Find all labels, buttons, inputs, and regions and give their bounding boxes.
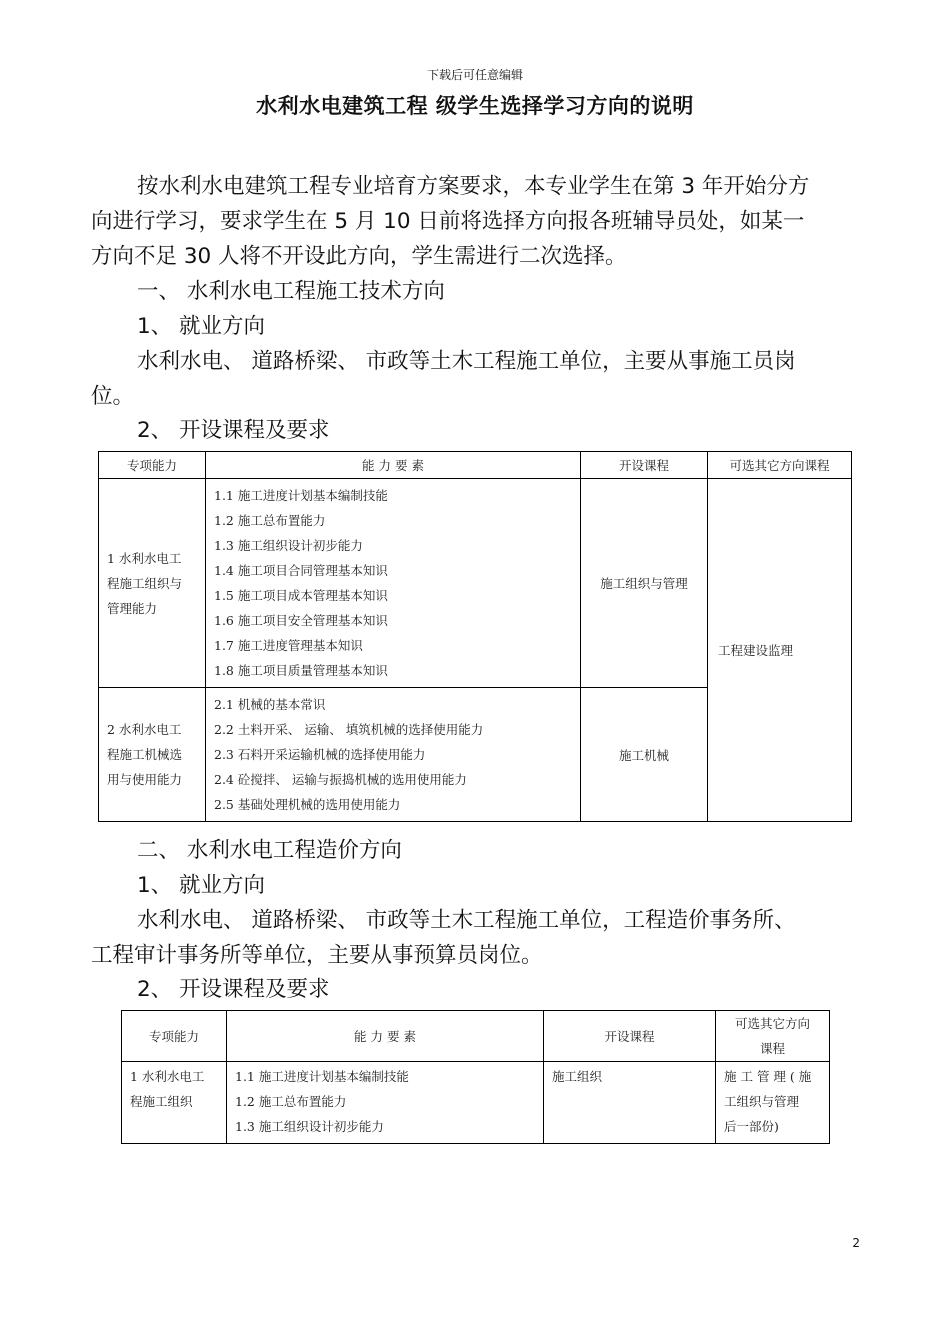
optional-line: 工组织与管理 [724, 1094, 800, 1109]
table-row [99, 479, 852, 688]
section1-employment-heading: 1、 就业方向 [137, 314, 266, 339]
item-text: 2.2 土料开采、 运输、 填筑机械的选择使用能力 [214, 722, 484, 737]
items-cell [227, 1062, 544, 1144]
page-number: 2 [852, 1236, 860, 1250]
optional-line: 施 工 管 理 ( 施 [724, 1069, 812, 1084]
item-text: 1.1 施工进度计划基本编制技能 [214, 488, 388, 503]
category-line: 1 水利水电工 [107, 550, 182, 566]
header-cell [716, 1011, 830, 1062]
header-line: 课程 [759, 1041, 785, 1056]
item-text: 1.4 施工项目合同管理基本知识 [214, 563, 388, 578]
section2-courses-heading: 2、 开设课程及要求 [137, 977, 330, 1002]
intro-line-1: 按水利水电建筑工程专业培育方案要求，本专业学生在第 3 年开始分方 [137, 174, 810, 199]
category-line: 管理能力 [107, 600, 158, 616]
optional-course-cell: 工程建设监理 [708, 479, 852, 822]
header-cell: 开设课程 [581, 452, 708, 479]
category-line: 程施工机械选 [107, 747, 183, 762]
course-cell: 施工组织与管理 [581, 479, 708, 688]
table-header-row [99, 452, 852, 479]
category-line: 用与使用能力 [107, 772, 183, 787]
intro-line-2: 向进行学习，要求学生在 5 月 10 日前将选择方向报各班辅导员处，如某一 [91, 209, 805, 234]
items-cell [206, 479, 581, 688]
section2-employment-line-1: 水利水电、 道路桥梁、 市政等土木工程施工单位，工程造价事务所、 [137, 908, 796, 933]
item-text: 1.6 施工项目安全管理基本知识 [214, 613, 388, 628]
section1-courses-heading: 2、 开设课程及要求 [137, 418, 330, 443]
item-text: 1.8 施工项目质量管理基本知识 [214, 663, 388, 678]
category-cell [99, 688, 206, 822]
item-text: 1.5 施工项目成本管理基本知识 [214, 588, 388, 603]
header-cell: 可选其它方向课程 [708, 452, 852, 479]
item-text: 2.4 砼搅拌、 运输与振捣机械的选用使用能力 [214, 772, 467, 787]
category-cell [99, 479, 206, 688]
page-title: 水利水电建筑工程 级学生选择学习方向的说明 [256, 94, 694, 118]
item-text: 1.7 施工进度管理基本知识 [214, 638, 363, 653]
section1-heading: 一、 水利水电工程施工技术方向 [137, 279, 445, 304]
category-line: 1 水利水电工 [130, 1069, 205, 1084]
header-cell: 专项能力 [122, 1011, 227, 1062]
intro-line-3: 方向不足 30 人将不开设此方向，学生需进行二次选择。 [91, 244, 627, 269]
table-row [122, 1062, 830, 1144]
header-line: 可选其它方向 [734, 1016, 810, 1031]
header-cell: 专项能力 [99, 452, 206, 479]
optional-course-cell [716, 1062, 830, 1144]
category-cell [122, 1062, 227, 1144]
item-text: 2.5 基础处理机械的选用使用能力 [214, 797, 401, 812]
section1-employment-line-2: 位。 [91, 384, 135, 409]
watermark-text: 下载后可任意编辑 [426, 68, 523, 82]
items-cell [206, 688, 581, 822]
item-text: 1.2 施工总布置能力 [235, 1094, 347, 1109]
item-text: 1.3 施工组织设计初步能力 [235, 1119, 384, 1134]
optional-line: 后一部份) [724, 1119, 779, 1134]
header-cell: 能 力 要 素 [206, 452, 581, 479]
header-cell: 能 力 要 素 [227, 1011, 544, 1062]
item-text: 2.3 石料开采运输机械的选择使用能力 [214, 747, 426, 762]
section2-employment-line-2: 工程审计事务所等单位，主要从事预算员岗位。 [91, 943, 543, 968]
section2-employment-heading: 1、 就业方向 [137, 873, 266, 898]
section2-heading: 二、 水利水电工程造价方向 [137, 838, 402, 863]
category-line: 程施工组织与 [107, 575, 183, 591]
course-cell: 施工机械 [581, 688, 708, 822]
category-line: 程施工组织 [130, 1094, 193, 1109]
item-text: 2.1 机械的基本常识 [214, 697, 326, 712]
header-cell: 开设课程 [544, 1011, 716, 1062]
item-text: 1.2 施工总布置能力 [214, 513, 326, 528]
item-text: 1.1 施工进度计划基本编制技能 [235, 1069, 409, 1084]
section1-employment-line-1: 水利水电、 道路桥梁、 市政等土木工程施工单位，主要从事施工员岗 [137, 349, 796, 374]
course-cell: 施工组织 [544, 1062, 716, 1144]
section2-course-table [121, 1010, 830, 1144]
section1-course-table [98, 451, 852, 822]
item-text: 1.3 施工组织设计初步能力 [214, 538, 363, 553]
category-line: 2 水利水电工 [107, 722, 182, 737]
table-header-row [122, 1011, 830, 1062]
